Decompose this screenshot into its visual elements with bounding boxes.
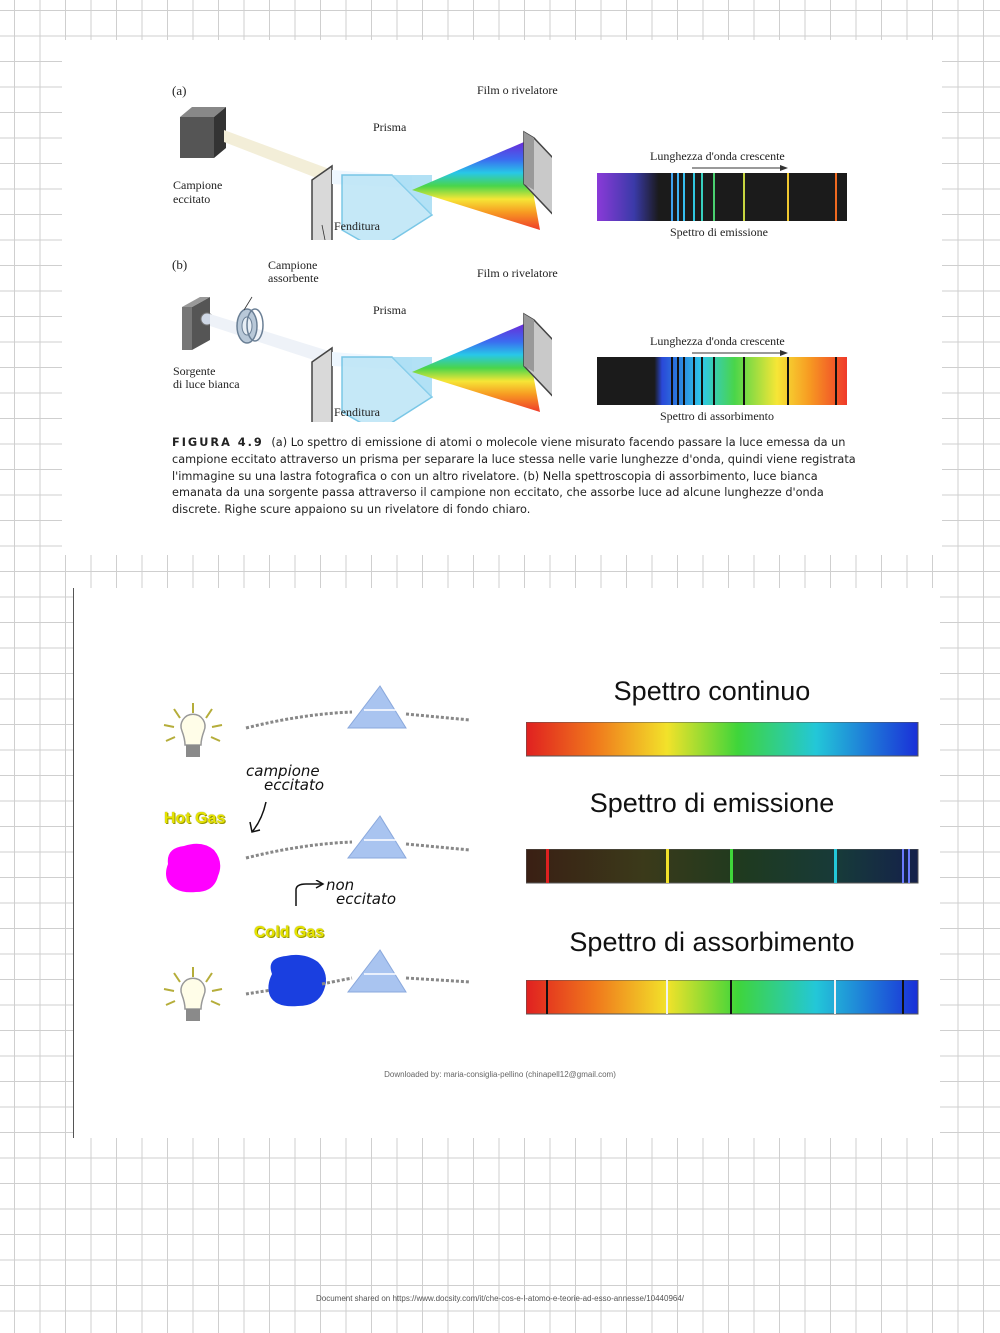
light-beam [224,130,332,184]
emission-spectrum-title: Spettro di emissione [589,788,835,818]
wavelength-arrow-icon [690,349,790,357]
absorption-spectrum-title: Spettro di assorbimento [569,927,855,957]
wavelength-arrow-icon [690,164,790,172]
film-label-a: Film o rivelatore [477,83,558,97]
dispersed-light-fan [412,324,540,412]
wavelength-label-b: Lunghezza d'onda crescente [650,334,785,348]
emission-spectrum-strip [597,173,849,223]
continuous-spectrum-title: Spettro continuo [613,676,811,706]
spectra-slide-panel [73,588,940,1138]
absorber-label-line1: Campione [268,258,318,272]
slit-label-a: Fenditura [334,219,380,233]
light-bulb-icon [162,701,224,767]
textbook-figure-panel [62,40,942,555]
prism-icon [348,950,406,992]
continuous-light-path [242,684,478,734]
absorber-label-line2: assorbente [268,271,319,285]
handwritten-note-not-excited [326,878,396,906]
prism-icon [348,686,406,728]
shared-document-note: Document shared on https://www.docsity.com/it/che-cos-e-l-atomo-e-teorie-ad-esso-annesse/10440964/ [315,1294,685,1303]
film-label-b: Film o rivelatore [477,266,558,280]
slit-label-b: Fenditura [334,405,380,419]
note-1-line2: eccitato [264,776,325,794]
absorption-light-path [242,944,478,1020]
handwritten-note-excited [246,764,324,792]
prism-label-b: Prisma [373,303,407,317]
panel-b-tag: (b) [172,257,188,272]
prism-label-a: Prisma [373,120,407,134]
download-note: Downloaded by: maria-consiglia-pellino (chinapell12@gmail.com) [384,1070,616,1079]
emission-setup-diagram [162,80,552,240]
absorption-caption-b: Spettro di assorbimento [660,409,774,423]
absorption-setup-diagram [162,262,552,422]
hot-gas-label: Hot Gas [164,810,226,827]
note-1-line1: campione [246,762,320,780]
sample-label-line1: Campione [173,178,223,192]
emission-caption-a: Spettro di emissione [670,225,768,239]
emission-spectrum-strip [526,849,920,885]
light-bulb-icon [162,965,224,1031]
cold-gas-cloud [268,955,326,1006]
cold-gas-label: Cold Gas [254,924,325,941]
source-label-line2: di luce bianca [173,377,240,391]
figure-caption [172,435,862,519]
source-label-line1: Sorgente [173,364,216,378]
emission-light-path [242,814,478,864]
white-light-source-icon [182,297,213,350]
figure-caption-text: (a) Lo spettro di emissione di atomi o molecole viene misurato facendo passare la luce emessa da un campione eccitato attraverso un prisma per separare la luce stessa nelle varie lunghezze d'onda, quindi viene registrata l'immagine su una lastra fotografica o con un altro rivelatore. (b) Nella spettroscopia di assorbimento, luce bianca emanata da una sorgente passa attraverso il campione non eccitato, che assorbe luce ad alcune lunghezze d'onda discrete. Righe scure appaiono su un rivelatore di fondo chiaro. [172,436,856,517]
prism-icon [348,816,406,858]
handwritten-arrow-icon [292,880,326,910]
absorption-spectrum-strip [526,980,920,1016]
hot-gas-cloud [162,840,224,896]
sample-label-line2: eccitato [173,192,211,206]
continuous-spectrum-strip [526,722,920,758]
dispersed-light-fan [412,142,540,230]
note-2-line1: non [326,876,355,894]
absorbing-sample-icon [237,309,263,343]
wavelength-label-a: Lunghezza d'onda crescente [650,149,785,163]
panel-a-tag: (a) [172,83,187,98]
slit-plate-icon [312,166,332,240]
note-2-line2: eccitato [336,890,397,908]
excited-sample-box-icon [180,107,226,158]
absorption-spectrum-strip [597,357,849,407]
figure-number: FIGURA 4.9 [172,436,264,449]
slit-plate-icon [312,348,332,422]
